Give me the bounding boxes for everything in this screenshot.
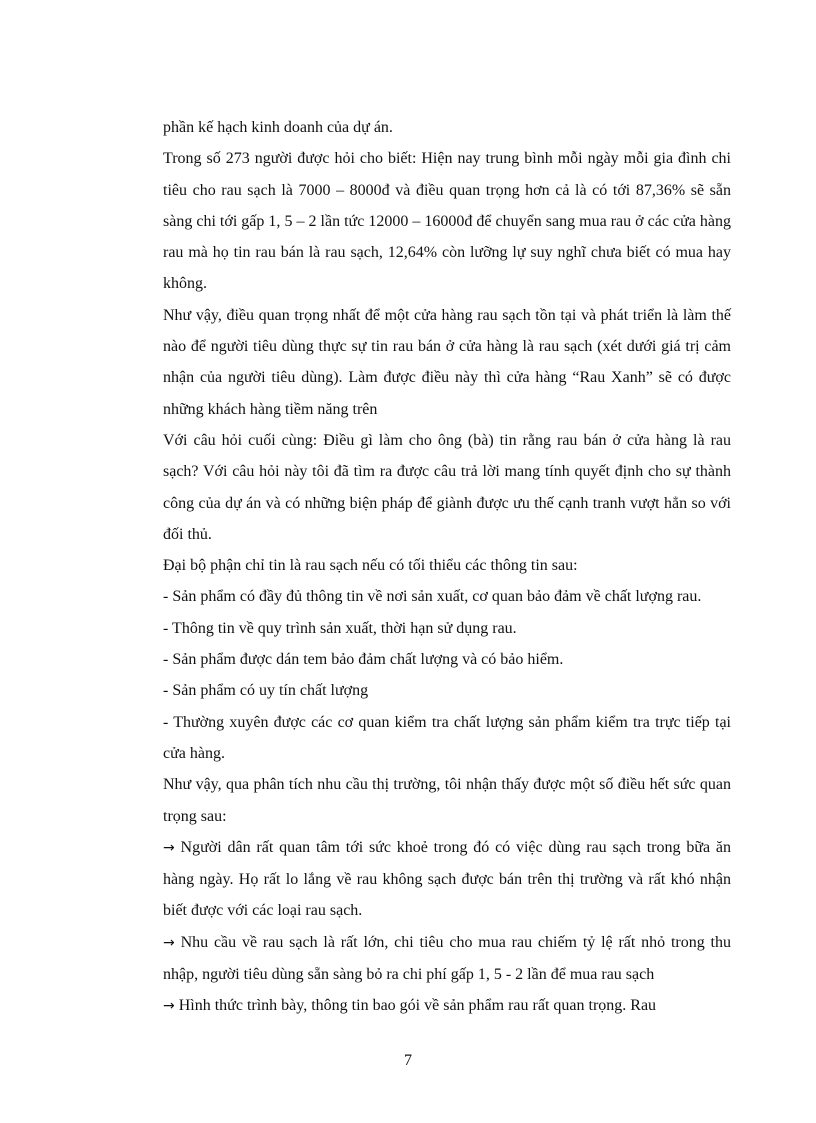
arrow-item-health — [163, 832, 731, 927]
arrow-icon: → — [163, 934, 175, 951]
arrow-item-text: Hình thức trình bày, thông tin bao gói về sản phẩm rau rất quan trọng. Rau — [178, 997, 657, 1015]
list-item-inspection: - Thường xuyên được các cơ quan kiểm tra chất lượng sản phẩm kiểm tra trực tiếp tại cửa hàng. — [163, 713, 731, 762]
list-item-process-info: - Thông tin về quy trình sản xuất, thời hạn sử dụng rau. — [163, 619, 517, 637]
list-item-reputation: - Sản phẩm có uy tín chất lượng — [163, 682, 369, 700]
body-text — [163, 112, 731, 1023]
arrow-icon: → — [163, 839, 175, 856]
paragraph-last-question: Với câu hỏi cuối cùng: Điều gì làm cho ông (bà) tin rằng rau bán ở cửa hàng là rau sạch? Với câu hỏi này tôi đã tìm ra được câu trả lời mang tính quyết định cho sự thành công của dự án và có những biện pháp để giành được ưu thế cạnh tranh vượt hẳn so với đối thủ. — [163, 431, 731, 543]
paragraph-market-analysis: Như vậy, qua phân tích nhu cầu thị trường, tôi nhận thấy được một số điều hết sức quan trọng sau: — [163, 776, 731, 825]
arrow-item-packaging — [163, 990, 731, 1022]
arrow-icon: → — [163, 998, 175, 1015]
list-item-origin-info: - Sản phẩm có đầy đủ thông tin về nơi sản xuất, cơ quan bảo đảm về chất lượng rau. — [163, 588, 702, 606]
paragraph-text: Trong số 273 người được hỏi cho biết: Hiện nay trung bình mỗi ngày mỗi gia đình chi tiêu cho rau sạch là 7000 – 8000đ và điều quan trọng hơn cả là có tới 87,36% sẽ sẵn sàng chi tới gấp 1, 5 – 2 lần tức 12000 – 16000đ để chuyển sang mua rau ở các cửa hàng rau mà họ tin rau bán là rau sạch, 12,64% còn lưỡng lự suy nghĩ chưa biết có mua hay không. — [163, 150, 731, 293]
paragraph-continuation: phần kế hạch kinh doanh của dự án. — [163, 119, 393, 136]
arrow-item-text: Nhu cầu về rau sạch là rất lớn, chi tiêu cho mua rau chiếm tỷ lệ rất nhỏ trong thu nhập, người tiêu dùng sẵn sàng bỏ ra chi phí gấp 1, 5 - 2 lần để mua rau sạch — [163, 933, 732, 984]
arrow-item-text: Người dân rất quan tâm tới sức khoẻ trong đó có việc dùng rau sạch trong bữa ăn hàng ngày. Họ rất lo lắng về rau không sạch được bán trên thị trường và rất khó nhận biết được với các loại rau sạch. — [163, 838, 732, 920]
paragraph-majority: Đại bộ phận chỉ tin là rau sạch nếu có tối thiểu các thông tin sau: — [163, 557, 578, 575]
list-item-quality-stamp: - Sản phẩm được dán tem bảo đảm chất lượng và có bảo hiểm. — [163, 651, 564, 669]
paragraph-key-issue: Như vậy, điều quan trọng nhất để một cửa hàng rau sạch tồn tại và phát triển là làm thế nào để người tiêu dùng thực sự tin rau bán ở cửa hàng là rau sạch (xét dưới giá trị cảm nhận của người tiêu dùng). Làm được điều này thì cửa hàng “Rau Xanh” sẽ có được những khách hàng tiềm năng trên — [163, 306, 731, 418]
arrow-item-demand — [163, 927, 731, 991]
paragraph-survey-results — [163, 143, 731, 299]
page-number: 7 — [404, 1052, 412, 1069]
